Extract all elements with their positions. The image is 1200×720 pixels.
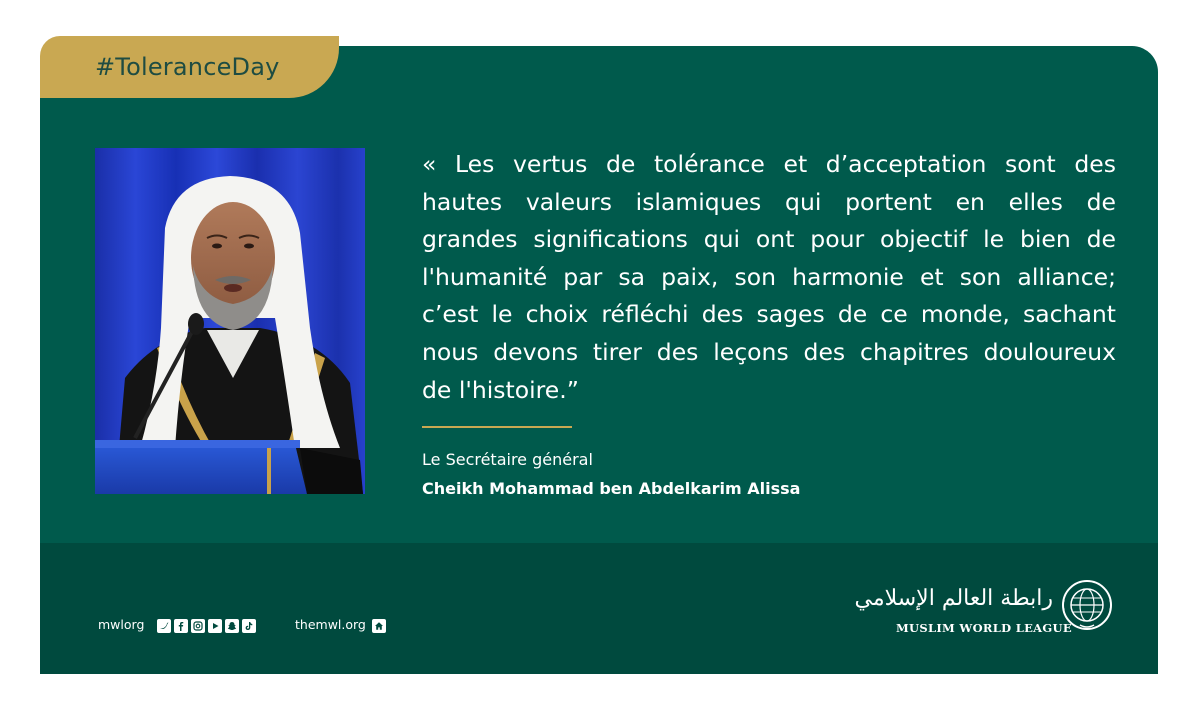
quote-line-1: « Les vertus de tolérance et d’acceptation sont des <box>422 150 1116 178</box>
snapchat-icon[interactable] <box>225 619 239 633</box>
social-icons <box>157 619 256 633</box>
speaker-portrait <box>95 148 365 494</box>
hashtag-badge <box>40 36 339 98</box>
quote-line-6: nous devons tirer des leçons des chapitres douloureux <box>422 337 1116 366</box>
globe-emblem-icon <box>1060 578 1114 632</box>
twitter-icon[interactable] <box>157 619 171 633</box>
quote-line-3: grandes significations qui ont pour objectif le bien de <box>422 225 1116 254</box>
speaker-photo <box>95 148 365 494</box>
website-link[interactable]: themwl.org <box>295 617 366 632</box>
gold-divider <box>422 426 572 428</box>
quote-line-7: de l'histoire.” <box>422 375 579 404</box>
mwl-logo-arabic-text: رابطة العالم الإسلامي <box>854 586 1053 611</box>
home-icon[interactable] <box>372 619 386 633</box>
facebook-icon[interactable] <box>174 619 188 633</box>
quote-line-5: c’est le choix réfléchi des sages de ce monde, sachant <box>422 300 1116 329</box>
quote-line-4: l'humanité par sa paix, son harmonie et son alliance; <box>422 262 1116 291</box>
mwl-logo-arabic <box>854 577 1055 617</box>
hashtag-label: #ToleranceDay <box>95 53 280 81</box>
instagram-icon[interactable] <box>191 619 205 633</box>
mwl-logo-latin: MUSLIM WORLD LEAGUE <box>896 621 1072 635</box>
quote-text <box>422 146 1116 409</box>
quote-line-2: hautes valeurs islamiques qui portent en elles de <box>422 187 1116 216</box>
speaker-name: Cheikh Mohammad ben Abdelkarim Alissa <box>422 479 801 498</box>
youtube-icon[interactable] <box>208 619 222 633</box>
speaker-role: Le Secrétaire général <box>422 450 593 469</box>
tiktok-icon[interactable] <box>242 619 256 633</box>
social-handle[interactable]: mwlorg <box>98 617 145 632</box>
